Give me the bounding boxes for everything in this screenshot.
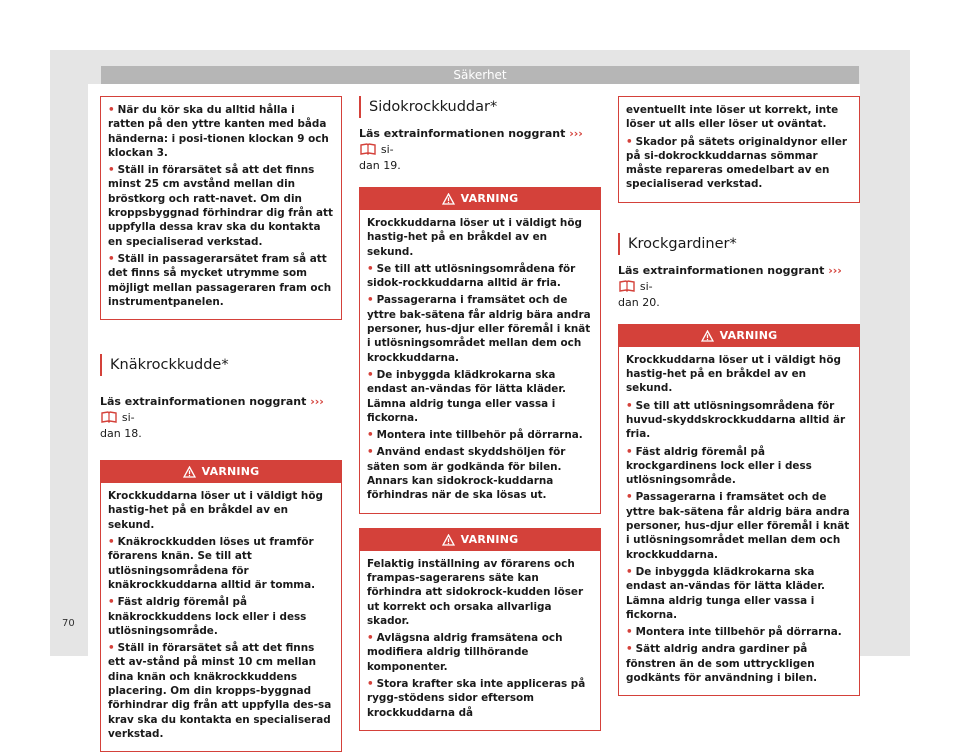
column-1 xyxy=(100,96,342,752)
column-2 xyxy=(359,96,601,731)
list-item: • Fäst aldrig föremål på knäkrockkuddens lock eller i dess utlösningsområde. xyxy=(108,596,307,637)
list-item: • Se till att utlösningsområdena för sidok-rockkuddarna alltid är fria. xyxy=(367,262,576,290)
intro-box xyxy=(100,96,342,320)
bullet-icon: • xyxy=(626,626,633,639)
warning-triangle-icon xyxy=(183,466,196,478)
list-item: • De inbyggda klädkrokarna ska endast an-vändas för lätta kläder. Lämna aldrig tunga eller vassa i fickorna. xyxy=(626,565,825,621)
bullet-icon: • xyxy=(626,399,633,412)
bullet-icon: • xyxy=(626,445,633,458)
bullet-icon: • xyxy=(626,491,633,504)
warning-triangle-icon xyxy=(701,330,714,342)
warning-triangle-icon xyxy=(442,534,455,546)
warning-lead: Krockkuddarna löser ut i väldigt hög hastig-het på en bråkdel av en sekund. xyxy=(626,353,841,395)
list-item: • Skador på sätets originaldynor eller på si-dokrockkuddarnas sömmar måste repareras omedelbart av en specialiserad verkstad. xyxy=(626,135,848,191)
bullet-icon: • xyxy=(367,678,374,691)
reference-line: Läs extrainformationen noggrant ››› si- dan 18. xyxy=(100,395,324,441)
reference-arrows[interactable]: ››› xyxy=(310,395,324,409)
section-title-knee-airbag: Knäkrockkudde* xyxy=(100,354,342,376)
bullet-icon: • xyxy=(108,596,115,609)
bullet-icon: • xyxy=(626,135,633,148)
book-icon xyxy=(100,410,118,424)
reference-arrows[interactable]: ››› xyxy=(828,263,842,277)
reference-line: Läs extrainformationen noggrant ››› si- dan 20. xyxy=(618,263,842,309)
chapter-header: Säkerhet xyxy=(101,66,859,84)
list-item: • Använd endast skyddshöljen för säten som är godkända för bilen. Annars kan sidokrock-kuddarna förhindras när de ska lösas ut. xyxy=(367,446,566,502)
bullet-icon: • xyxy=(108,104,115,116)
warning-lead: Krockkuddarna löser ut i väldigt hög hastig-het på en bråkdel av en sekund. xyxy=(367,217,582,258)
section-title-side-airbags: Sidokrockkuddar* xyxy=(359,96,601,118)
warning-header: VARNING xyxy=(101,461,341,483)
page-number: 70 xyxy=(62,618,75,629)
list-item: • Knäkrockkudden löses ut framför förarens knän. Se till att utlösningsområdena för knäkrockkuddarna alltid är tomma. xyxy=(108,536,316,591)
bullet-icon: • xyxy=(108,252,115,265)
warning-lead: Krockkuddarna löser ut i väldigt hög hastig-het på en bråkdel av en sekund. xyxy=(108,490,323,531)
list-item: • Montera inte tillbehör på dörrarna. xyxy=(626,626,842,639)
warning-triangle-icon xyxy=(442,193,455,205)
warning-header: VARNING xyxy=(619,325,859,347)
bullet-icon: • xyxy=(626,643,633,656)
bullet-icon: • xyxy=(367,294,374,307)
list-item: • När du kör ska du alltid hålla i ratten på den yttre kanten med båda händerna: i posi-tionen klockan 9 och klockan 3. xyxy=(108,104,329,159)
list-item: • Se till att utlösningsområdena för huvud-skyddskrockkuddarna alltid är fria. xyxy=(626,399,846,441)
warning-box xyxy=(100,460,342,752)
bullet-icon: • xyxy=(367,446,374,459)
bullet-icon: • xyxy=(108,642,115,655)
list-item: • Stora krafter ska inte appliceras på rygg-stödens sidor eftersom krockkuddarna då xyxy=(367,678,586,719)
list-item: • Passagerarna i framsätet och de yttre bak-sätena får aldrig bära andra personer, hus-djur eller föremål i knät i utlösningsområdet mellan dem och krockkuddarna. xyxy=(367,294,591,364)
warning-box xyxy=(359,528,601,731)
reference-page[interactable]: dan 19 xyxy=(359,159,398,172)
warning-header: VARNING xyxy=(360,188,600,210)
reference-line: Läs extrainformationen noggrant ››› si- dan 19. xyxy=(359,127,583,172)
book-icon xyxy=(359,142,377,156)
warning-box xyxy=(618,324,860,697)
reference-page[interactable]: dan 18 xyxy=(100,427,139,441)
warning-lead: Felaktig inställning av förarens och frampas-sagerarens säte kan förhindra att sidokrock-kudden löser ut korrekt och orsaka allvarliga skador. xyxy=(367,557,584,627)
warning-box-continued xyxy=(618,96,860,203)
list-item: • Sätt aldrig andra gardiner på fönstren än de som uttryckligen godkänts för användning i bilen. xyxy=(626,643,818,685)
reference-page[interactable]: dan 20 xyxy=(618,295,657,309)
warning-continuation: eventuellt inte löser ut korrekt, inte löser ut alls eller löser ut oväntat. xyxy=(626,104,839,131)
book-icon xyxy=(618,279,636,293)
bullet-icon: • xyxy=(108,536,115,549)
bullet-icon: • xyxy=(367,262,374,275)
bullet-icon: • xyxy=(367,368,374,381)
bullet-icon: • xyxy=(626,565,633,578)
list-item: • Avlägsna aldrig framsätena och modifiera aldrig tillhörande komponenter. xyxy=(367,632,563,673)
list-item: • Passagerarna i framsätet och de yttre bak-sätena får aldrig bära andra personer, hus-djur eller föremål i knät i utlösningsområdet mellan dem och krockkuddarna. xyxy=(626,491,850,561)
list-item: • Ställ in förarsätet så att det finns minst 25 cm avstånd mellan din bröstkorg och ratt-navet. Om din kroppsbyggnad förhindrar dig från att uppfylla dessa krav ska du kontakta en specialiserad verkstad. xyxy=(108,164,333,248)
list-item: • Ställ in passagerarsätet fram så att det finns så mycket utrymme som möjligt mellan passageraren fram och instrumentpanelen. xyxy=(108,252,332,308)
warning-header: VARNING xyxy=(360,529,600,551)
list-item: • Montera inte tillbehör på dörrarna. xyxy=(367,429,583,442)
section-title-curtain-airbags: Krockgardiner* xyxy=(618,233,860,255)
warning-box xyxy=(359,187,601,514)
list-item: • Ställ in förarsätet så att det finns ett av-stånd på minst 10 cm mellan dina knän och knäkrockkuddens placering. Om din kropps-byggnad förhindrar dig från att uppfylla des-sa krav ska du kontakta en specialiserad verkstad. xyxy=(108,642,332,740)
list-item: • De inbyggda klädkrokarna ska endast an-vändas för lätta kläder. Lämna aldrig tunga eller vassa i fickorna. xyxy=(367,368,566,424)
reference-arrows[interactable]: ››› xyxy=(569,127,583,140)
column-3 xyxy=(618,96,860,696)
list-item: • Fäst aldrig föremål på krockgardinens lock eller i dess utlösningsområde. xyxy=(626,445,812,487)
bullet-icon: • xyxy=(108,164,115,177)
bullet-icon: • xyxy=(367,429,374,442)
bullet-icon: • xyxy=(367,632,374,645)
